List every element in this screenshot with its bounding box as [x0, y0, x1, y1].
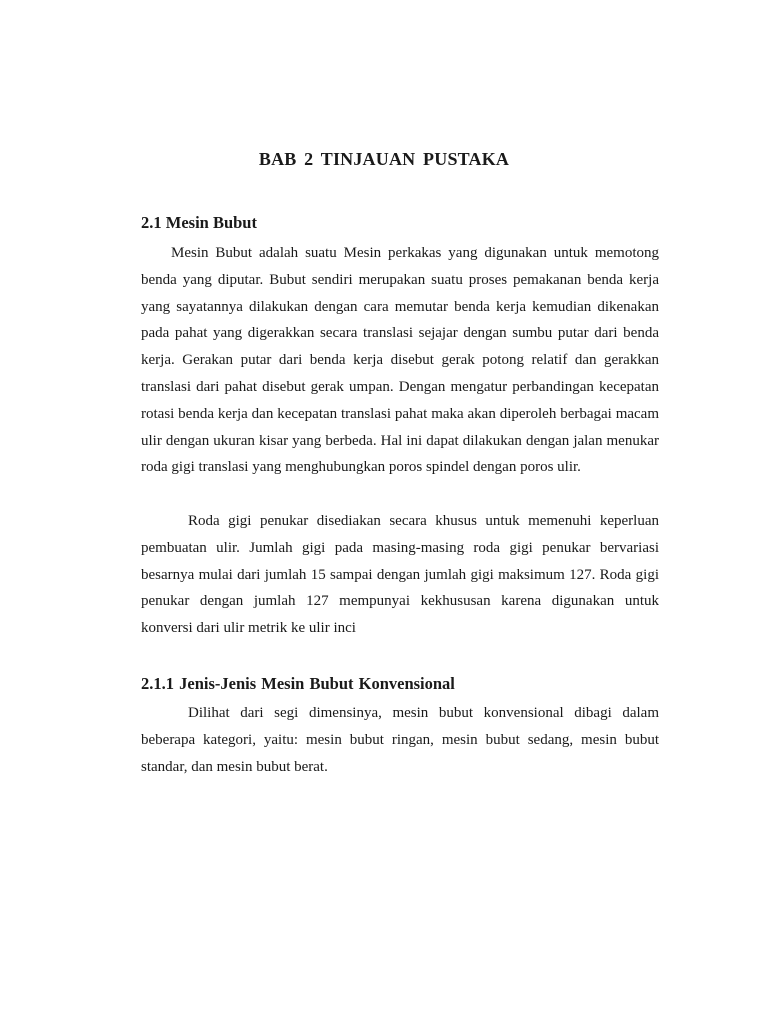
section-heading-mesin-bubut: 2.1 Mesin Bubut: [141, 213, 257, 232]
paragraph-roda-gigi-penukar: Roda gigi penukar disediakan secara khusus untuk memenuhi keperluan pembuatan ulir. Jumlah gigi pada masing-masing roda gigi penukar bervariasi besarnya mulai dari jumlah 15 sampai dengan jumlah gigi maksimum 127. Roda gigi penukar dengan jumlah 127 mempunyai kekhususan karena digunakan untuk konversi dari ulir metrik ke ulir inci: [141, 513, 659, 637]
paragraph-kategori-mesin-bubut: Dilihat dari segi dimensinya, mesin bubut konvensional dibagi dalam beberapa kategori, yaitu: mesin bubut ringan, mesin bubut sedang, mesin bubut standar, dan mesin bubut berat.: [141, 705, 659, 775]
paragraph-mesin-bubut-definition: Mesin Bubut adalah suatu Mesin perkakas yang digunakan untuk memotong benda yang diputar. Bubut sendiri merupakan suatu proses pemakanan benda kerja yang sayatannya dilakukan dengan cara memutar benda kerja kemudian dikenakan pada pahat yang digerakkan secara translasi sejajar dengan sumbu putar dari benda kerja. Gerakan putar dari benda kerja disebut gerak potong relatif dan gerakkan translasi dari pahat disebut gerak umpan. Dengan mengatur perbandingan kecepatan rotasi benda kerja dan kecepatan translasi pahat maka akan diperoleh berbagai macam ulir dengan ukuran kisar yang berbeda. Hal ini dapat dilakukan dengan jalan menukar roda gigi translasi yang menghubungkan poros spindel dengan poros ulir.: [141, 245, 659, 476]
chapter-title: BAB 2 TINJAUAN PUSTAKA: [258, 149, 510, 169]
subsection-heading-jenis-mesin-bubut: 2.1.1 Jenis-Jenis Mesin Bubut Konvensional: [141, 674, 455, 693]
